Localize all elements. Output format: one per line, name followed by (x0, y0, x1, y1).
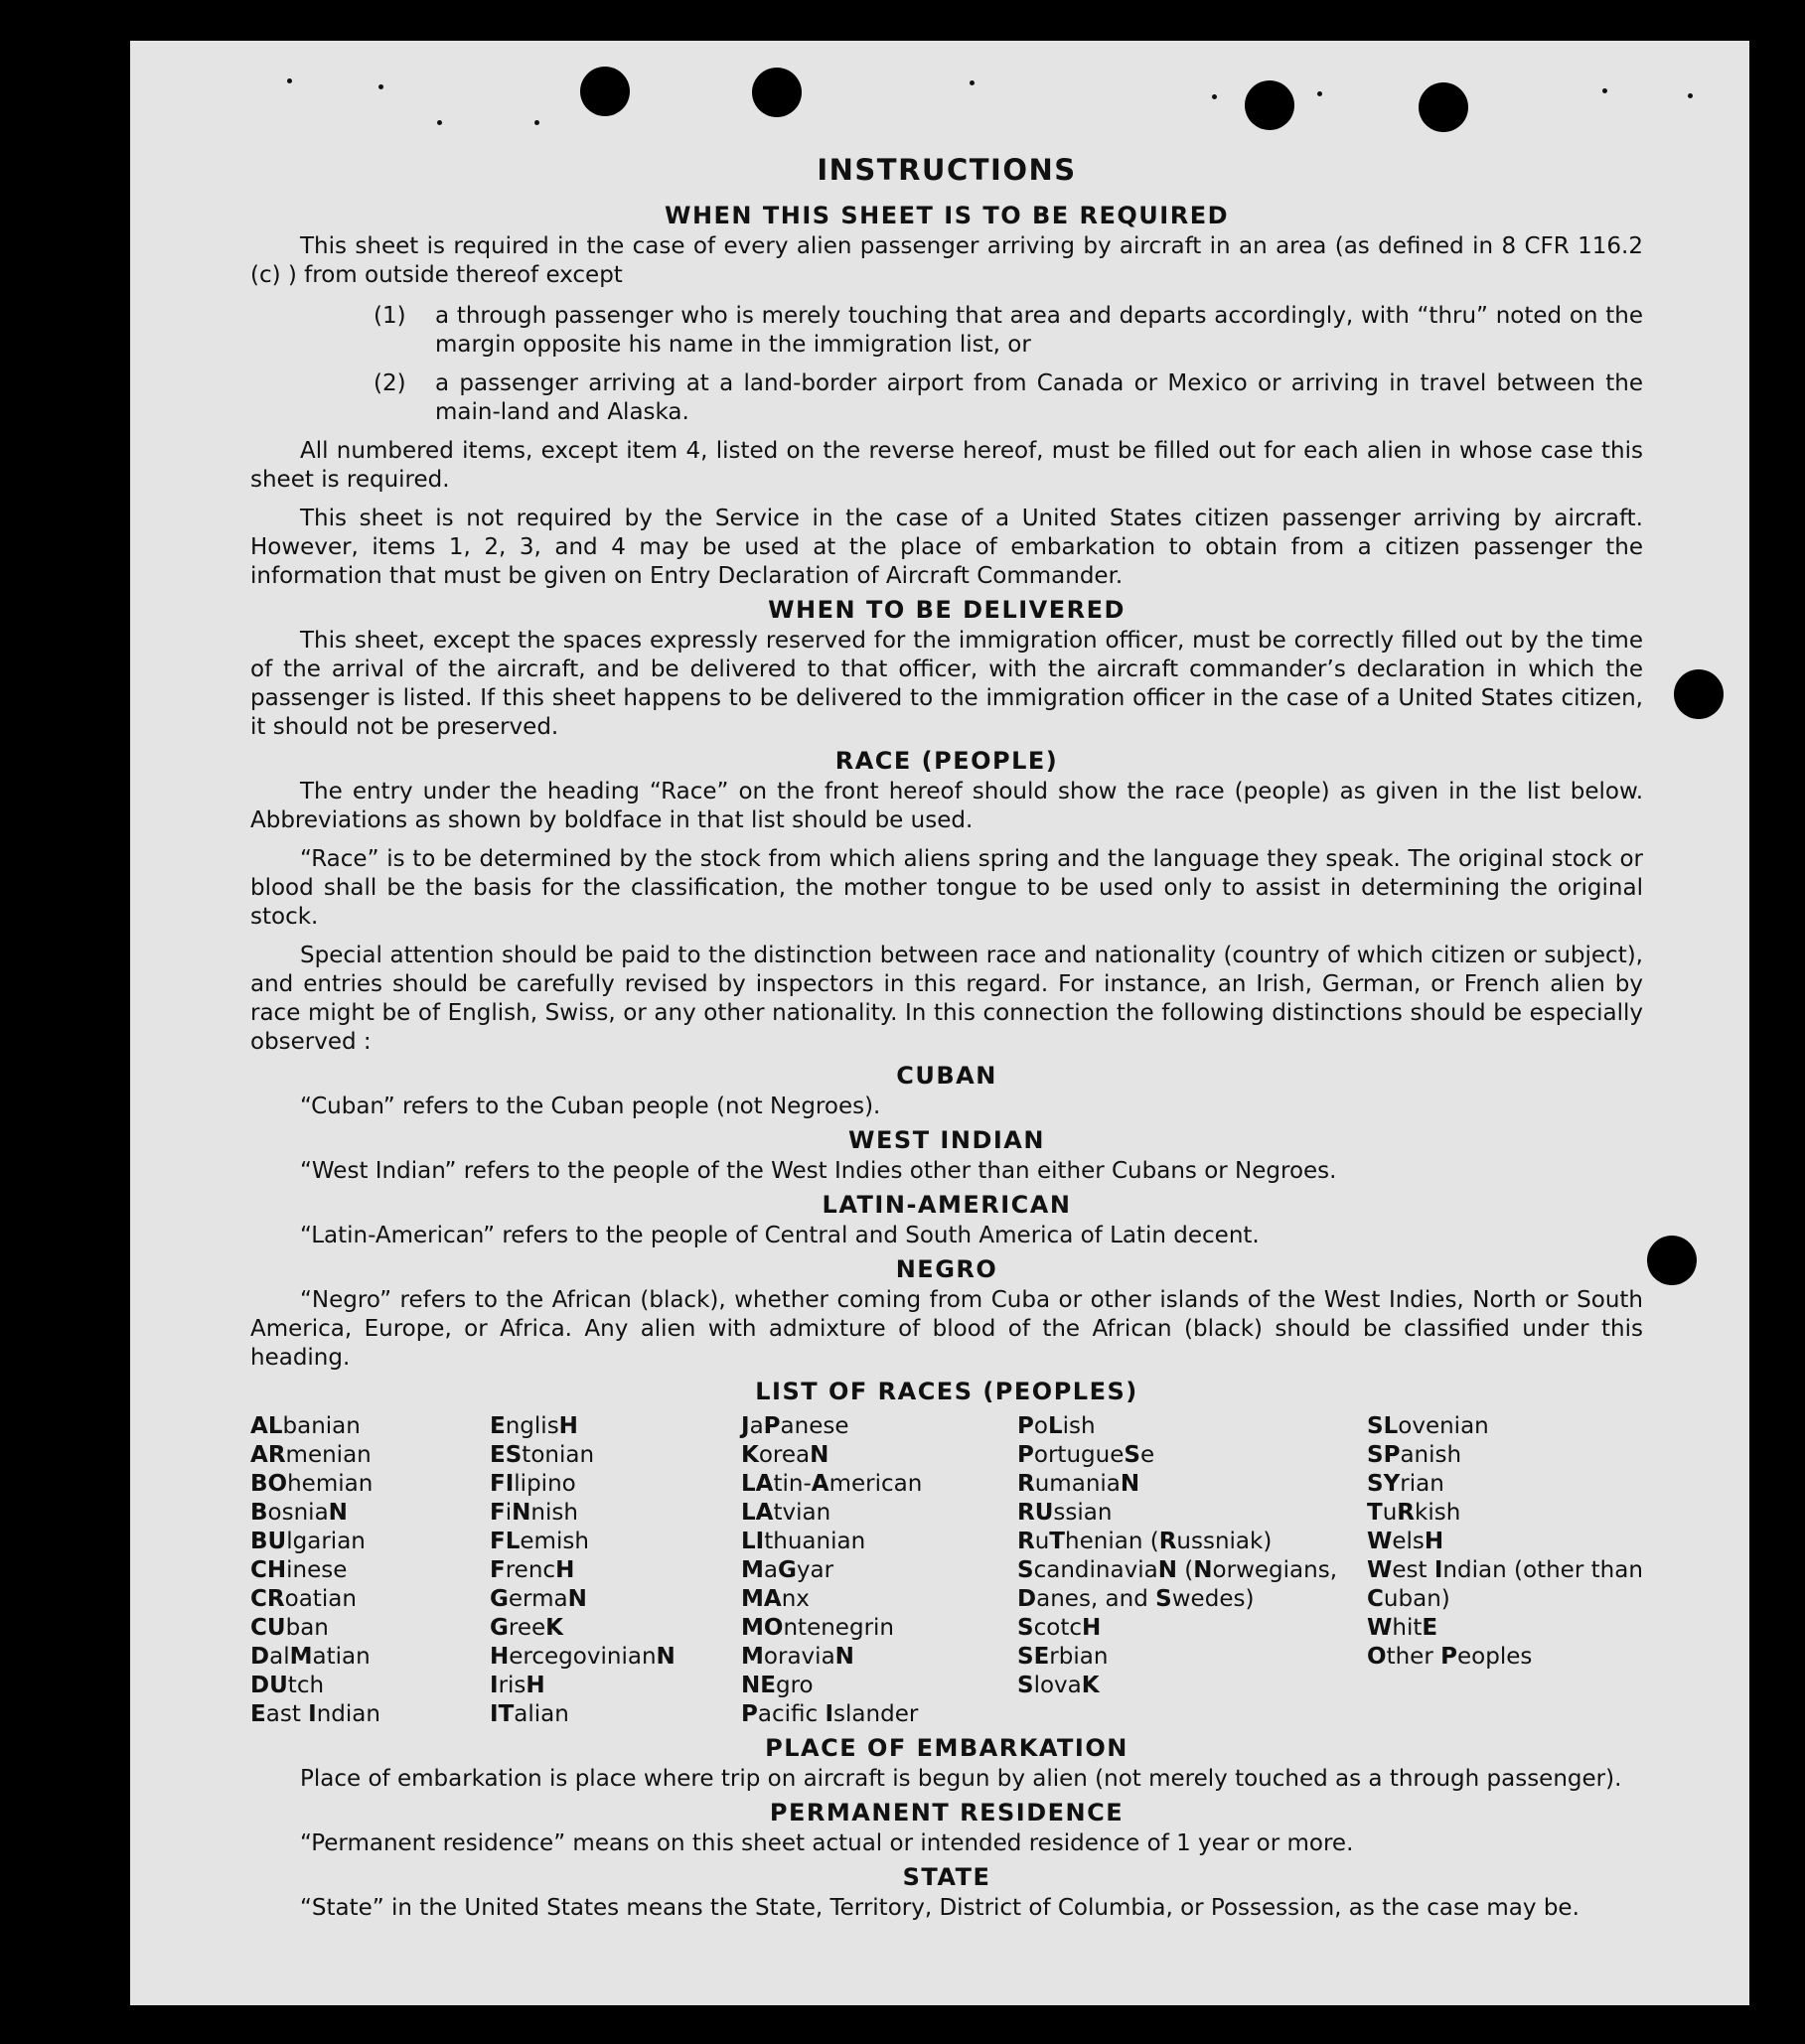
race-entry: West Indian (other than Cuban) (1367, 1557, 1643, 1612)
race-entry: GermaN (490, 1586, 587, 1612)
exception-item (374, 369, 1643, 427)
punch-hole (580, 67, 630, 116)
exception-text: a passenger arriving at a land-border airport from Canada or Mexico or arriving in travel between the main-land and Alaska. (435, 370, 1643, 425)
race-entry: GreeK (490, 1615, 563, 1641)
speck (1688, 93, 1693, 98)
exception-number: (1) (374, 303, 406, 329)
paragraph: “Cuban” refers to the Cuban people (not Negroes). (300, 1094, 881, 1119)
section-heading: LIST OF RACES (PEOPLES) (755, 1378, 1138, 1405)
race-entry: TuRkish (1367, 1500, 1461, 1526)
race-entry: MoraviaN (741, 1644, 854, 1670)
race-entry: CUban (250, 1615, 329, 1641)
race-entry: Pacifc Islander (741, 1701, 919, 1727)
paragraph: “State” in the United States means the State, Territory, District of Columbia, or Possession, as the case may be. (300, 1895, 1579, 1921)
speck (1212, 94, 1217, 99)
exception-number: (2) (374, 370, 406, 396)
race-entry: IrisH (490, 1673, 545, 1698)
race-entry: ScotcH (1017, 1615, 1102, 1641)
race-entry: ScandinaviaN (Norwegians, Danes, and Swedes) (1017, 1557, 1338, 1612)
race-entry: PortugueSe (1017, 1442, 1155, 1468)
race-entry: LAtvian (741, 1500, 831, 1526)
instructions-content (250, 149, 1643, 1923)
punch-hole (1419, 82, 1468, 132)
paragraph: The entry under the heading “Race” on the front hereof should show the race (people) as given in the list below. Abbreviations as shown by boldface in that list should be used. (250, 779, 1643, 833)
section-heading: RACE (PEOPLE) (834, 747, 1059, 775)
punch-hole (1245, 80, 1294, 130)
section-heading: CUBAN (896, 1062, 997, 1090)
race-entry: BUlgarian (250, 1529, 366, 1554)
race-entry: ALbanian (250, 1413, 361, 1439)
race-entry: FIlipino (490, 1471, 576, 1497)
speck (378, 84, 383, 89)
race-entry: PoLish (1017, 1413, 1096, 1439)
race-entry: SYrian (1367, 1471, 1444, 1497)
section-heading: PERMANENT RESIDENCE (769, 1799, 1125, 1826)
race-entry: SlovaK (1017, 1673, 1100, 1698)
race-entry: RuThenian (Russniak) (1017, 1529, 1273, 1554)
race-entry: MaGyar (741, 1557, 834, 1583)
race-column (741, 1412, 1017, 1729)
punch-hole (1674, 669, 1724, 719)
paragraph: All numbered items, except item 4, listed on the reverse hereof, must be filled out for each alien in whose case this sheet is required. (250, 438, 1643, 493)
section-heading: NEGRO (895, 1255, 998, 1283)
race-entry: ARmenian (250, 1442, 372, 1468)
race-entry: WelsH (1367, 1529, 1444, 1554)
race-entry: EStonian (490, 1442, 595, 1468)
speck (970, 80, 975, 85)
race-entry: CRoatian (250, 1586, 357, 1612)
paragraph: “West Indian” refers to the people of the West Indies other than either Cubans or Negroes. (300, 1158, 1337, 1184)
race-column (1367, 1412, 1643, 1729)
speck (287, 78, 292, 83)
exception-text: a through passenger who is merely touching that area and departs accordingly, with “thru” noted on the margin opposite his name in the immigration list, or (435, 303, 1643, 358)
speck (534, 120, 539, 125)
race-column (490, 1412, 741, 1729)
race-entry: SErbian (1017, 1644, 1109, 1670)
race-entry: BOhemian (250, 1471, 374, 1497)
paragraph: Place of embarkation is place where trip on aircraft is begun by alien (not merely touched as a through passenger). (300, 1766, 1622, 1792)
race-entry: BosniaN (250, 1500, 348, 1526)
section-heading: WHEN THIS SHEET IS TO BE REQUIRED (664, 202, 1230, 229)
paragraph: “Permanent residence” means on this sheet actual or intended residence of 1 year or more. (300, 1830, 1354, 1856)
speck (1602, 88, 1607, 93)
section-heading: STATE (902, 1863, 991, 1891)
paragraph: This sheet, except the spaces expressly reserved for the immigration officer, must be correctly filled out by the time of the arrival of the aircraft, and be delivered to that officer, with the aircraft commander’s declaration in which the passenger is listed. If this sheet happens to be delivered to the immigration officer in the case of a United States citizen, it should not be preserved. (250, 628, 1643, 740)
race-entry: ITalian (490, 1701, 569, 1727)
race-column (1017, 1412, 1367, 1729)
speck (437, 120, 442, 125)
race-entry: LIthuanian (741, 1529, 866, 1554)
race-entry: DUtch (250, 1673, 325, 1698)
paragraph: “Latin-American” refers to the people of Central and South America of Latin decent. (300, 1223, 1260, 1248)
race-entry: EnglisH (490, 1413, 578, 1439)
race-entry: CHinese (250, 1557, 348, 1583)
race-entry: FLemish (490, 1529, 589, 1554)
race-entry: KoreaN (741, 1442, 829, 1468)
section-heading: WHEN TO BE DELIVERED (768, 596, 1126, 624)
race-entry: LAtin-American (741, 1471, 923, 1497)
race-entry: MAnx (741, 1586, 810, 1612)
race-entry: WhitE (1367, 1615, 1438, 1641)
race-entry: NEgro (741, 1673, 814, 1698)
punch-hole (1647, 1236, 1697, 1285)
race-column (250, 1412, 490, 1729)
race-entry: HercegovinianN (490, 1644, 676, 1670)
race-entry: JaPanese (741, 1413, 849, 1439)
race-entry: Other Peoples (1367, 1644, 1533, 1670)
race-entry: SLovenian (1367, 1413, 1489, 1439)
section-heading: WEST INDIAN (848, 1126, 1045, 1154)
race-entry: RumaniaN (1017, 1471, 1140, 1497)
exception-item (374, 302, 1643, 360)
paragraph: Special attention should be paid to the distinction between race and nationality (country of which citizen or subject), and entries should be carefully revised by inspectors in this regard. For instance, an Irish, German, or French alien by race might be of English, Swiss, or any other nationality. In this connection the following distinctions should be especially observed : (250, 943, 1643, 1055)
race-entry: East Indian (250, 1701, 380, 1727)
speck (1317, 91, 1322, 96)
race-list (250, 1412, 1643, 1729)
punch-hole (752, 68, 802, 117)
section-heading: PLACE OF EMBARKATION (765, 1734, 1128, 1762)
race-entry: MOntenegrin (741, 1615, 894, 1641)
race-entry: FiNnish (490, 1500, 578, 1526)
exception-list (374, 302, 1643, 427)
race-entry: DalMatian (250, 1644, 371, 1670)
race-entry: RUssian (1017, 1500, 1113, 1526)
page-title: INSTRUCTIONS (817, 153, 1077, 187)
race-entry: SPanish (1367, 1442, 1462, 1468)
paragraph: This sheet is not required by the Service in the case of a United States citizen passenger arriving by aircraft. However, items 1, 2, 3, and 4 may be used at the place of embarkation to obtain from a citizen passenger the information that must be given on Entry Declaration of Aircraft Commander. (250, 506, 1643, 589)
section-heading: LATIN-AMERICAN (822, 1191, 1072, 1219)
paragraph: “Negro” refers to the African (black), whether coming from Cuba or other islands of the West Indies, North or South America, Europe, or Africa. Any alien with admixture of blood of the African (black) should be classified under this heading. (250, 1287, 1643, 1371)
paragraph: “Race” is to be determined by the stock from which aliens spring and the language they speak. The original stock or blood shall be the basis for the classification, the mother tongue to be used only to assist in determining the original stock. (250, 846, 1643, 930)
race-entry: FrencH (490, 1557, 575, 1583)
paragraph: This sheet is required in the case of every alien passenger arriving by aircraft in an area (as defined in 8 CFR 116.2 (c) ) from outside thereof except (250, 233, 1643, 288)
